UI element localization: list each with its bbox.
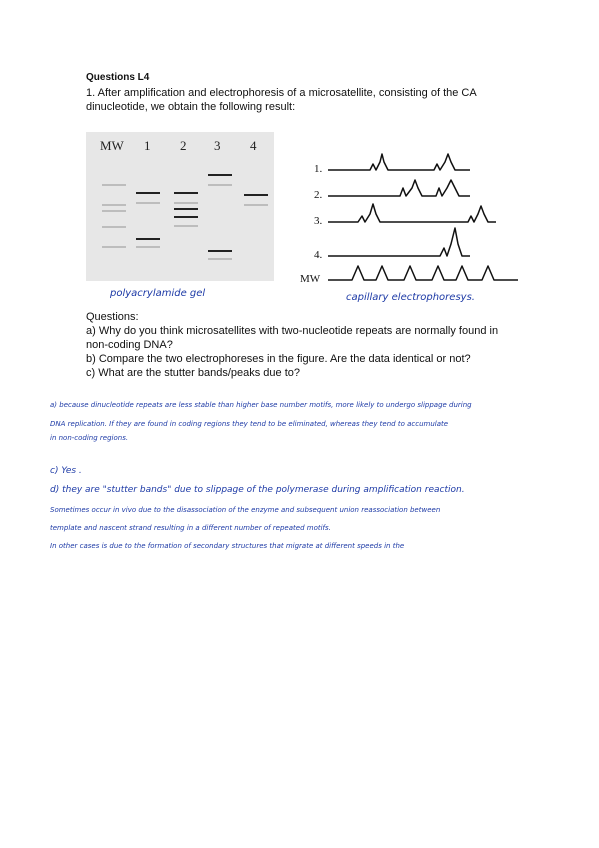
gel-band	[102, 246, 126, 248]
answer-d-line-1: d) they are "stutter bands" due to slippage of the polymerase during amplification reaction.	[50, 485, 465, 495]
gel-band	[208, 174, 232, 176]
gel-band	[102, 184, 126, 186]
trace-label-mw: MW	[300, 273, 321, 285]
question-a-line-2: non-coding DNA?	[86, 339, 173, 351]
gel-band	[174, 192, 198, 194]
gel-band	[244, 204, 268, 206]
questions-header: Questions:	[86, 311, 139, 323]
question-a-line-1: a) Why do you think microsatellites with two-nucleotide repeats are normally found in	[86, 325, 499, 337]
gel-lane-label-2: 2	[180, 138, 187, 153]
answer-d-line-2: Sometimes occur in vivo due to the disassociation of the enzyme and subsequent union reassociation between	[50, 506, 441, 514]
answer-a-line-2: DNA replication. If they are found in coding regions they tend to be eliminated, whereas they tend to accumulate	[50, 420, 449, 428]
capillary-electrophoresis-figure	[300, 146, 526, 284]
gel-band	[136, 202, 160, 204]
electropherogram-traces	[300, 146, 526, 284]
question-1-line-1: 1. After amplification and electrophoresis of a microsatellite, consisting of the CA	[86, 87, 477, 99]
gel-band	[208, 250, 232, 252]
gel-band	[136, 238, 160, 240]
gel-lane-label-4: 4	[250, 138, 257, 153]
gel-band	[136, 246, 160, 248]
gel-band	[102, 226, 126, 228]
gel-band	[244, 194, 268, 196]
trace-label-4: 4.	[314, 249, 323, 261]
gel-band	[174, 208, 198, 210]
answer-a-line-1: a) because dinucleotide repeats are less stable than higher base number motifs, more likely to undergo slippage during	[50, 401, 472, 409]
capillary-caption: capillary electrophoresys.	[346, 292, 475, 303]
trace-background	[300, 146, 526, 284]
answer-d-line-3: template and nascent strand resulting in a different number of repeated motifs.	[50, 524, 331, 532]
gel-lane-label-3: 3	[214, 138, 221, 153]
trace-label-1: 1.	[314, 163, 323, 175]
page-heading: Questions L4	[86, 72, 150, 83]
gel-band	[174, 202, 198, 204]
trace-label-2: 2.	[314, 189, 323, 201]
question-c: c) What are the stutter bands/peaks due to?	[86, 367, 301, 379]
answer-c: c) Yes .	[50, 466, 82, 476]
trace-label-3: 3.	[314, 215, 323, 227]
gel-lane-label-mw: MW	[100, 138, 124, 153]
gel-band	[102, 204, 126, 206]
gel-band	[208, 184, 232, 186]
answer-a-line-3: in non-coding regions.	[50, 434, 129, 442]
gel-band	[102, 210, 126, 212]
gel-band	[174, 216, 198, 218]
polyacrylamide-gel-figure	[86, 132, 274, 281]
question-1-line-2: dinucleotide, we obtain the following result:	[86, 101, 296, 113]
gel-lane-label-1: 1	[144, 138, 151, 153]
question-b: b) Compare the two electrophoreses in the figure. Are the data identical or not?	[86, 353, 471, 365]
gel-caption: polyacrylamide gel	[110, 288, 206, 299]
answer-d-line-4: In other cases is due to the formation of secondary structures that migrate at different speeds in the	[50, 542, 405, 550]
gel-band	[208, 258, 232, 260]
gel-band	[174, 225, 198, 227]
question-1	[86, 86, 526, 114]
questions-section	[86, 310, 526, 380]
gel-band	[136, 192, 160, 194]
